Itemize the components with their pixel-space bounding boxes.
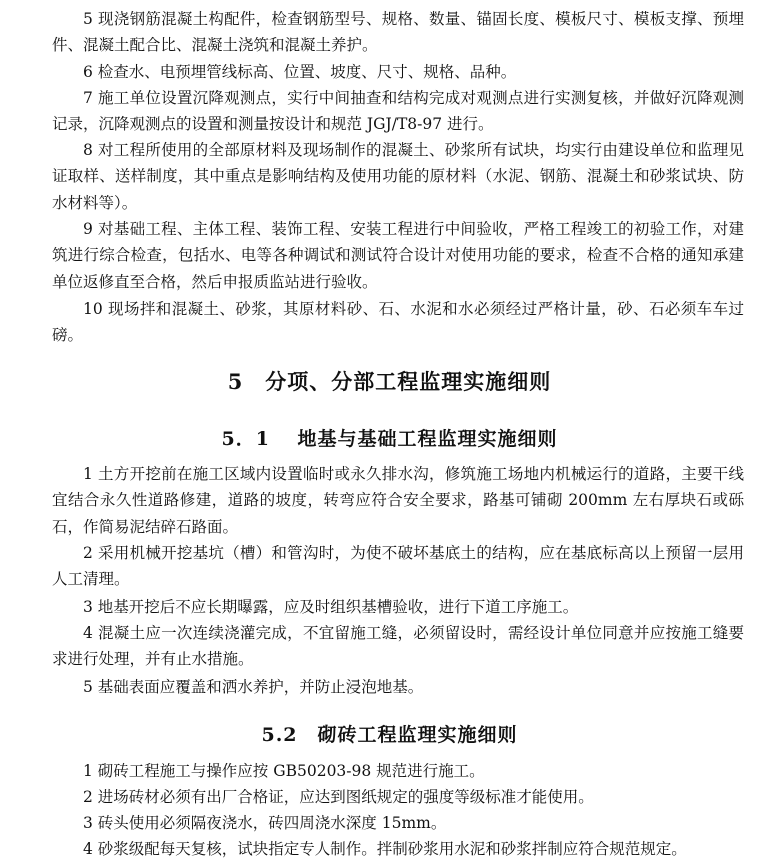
paragraph-5-2-item-4: 4 砂浆级配每天复核，试块指定专人制作。拌制砂浆用水泥和砂浆拌制应符合规范规定。 xyxy=(83,840,687,858)
paragraph-5-2-item-3: 3 砖头使用必须隔夜浇水，砖四周浇水深度 15mm。 xyxy=(83,814,447,832)
paragraph-5-1-item-1: 1 土方开挖前在施工区域内设置临时或永久排水沟，修筑施工场地内机械运行的道路，主要干线宜结合永久性道路修建，道路的坡度，转弯应符合安全要求，路基可铺砌 200mm 左右厚块石或砾石，作简易泥结碎石路面。 xyxy=(52,465,744,536)
paragraph-5-1-item-5: 5 基础表面应覆盖和洒水养护，并防止浸泡地基。 xyxy=(83,678,424,696)
paragraph-item-9: 9 对基础工程、主体工程、装饰工程、安装工程进行中间验收，严格工程竣工的初验工作，对建筑进行综合检查，包括水、电等各种调试和测试符合设计对使用功能的要求，检查不合格的通知承建单位返修直至合格，然后申报质监站进行验收。 xyxy=(52,220,744,291)
chapter-title: 5 分项、分部工程监理实施细则 xyxy=(227,369,552,394)
paragraph-item-5: 5 现浇钢筋混凝土构配件，检查钢筋型号、规格、数量、锚固长度、模板尺寸、模板支撑、预埋件、混凝土配合比、混凝土浇筑和混凝土养护。 xyxy=(52,10,744,55)
paragraph-5-2-item-1: 1 砌砖工程施工与操作应按 GB50203-98 规范进行施工。 xyxy=(83,762,485,780)
section-title-5-1: 5．1 地基与基础工程监理实施细则 xyxy=(221,428,558,450)
paragraph-item-10: 10 现场拌和混凝土、砂浆，其原材料砂、石、水泥和水必须经过严格计量，砂、石必须车车过磅。 xyxy=(52,300,744,345)
paragraph-5-1-item-3: 3 地基开挖后不应长期曝露，应及时组织基槽验收，进行下道工序施工。 xyxy=(83,598,579,616)
paragraph-item-7: 7 施工单位设置沉降观测点，实行中间抽查和结构完成对观测点进行实测复核，并做好沉降观测记录，沉降观测点的设置和测量按设计和规范 JGJ/T8-97 进行。 xyxy=(52,89,744,134)
paragraph-5-1-item-2: 2 采用机械开挖基坑（槽）和管沟时，为使不破坏基底土的结构，应在基底标高以上预留一层用人工清理。 xyxy=(52,544,744,589)
paragraph-item-6: 6 检查水、电预埋管线标高、位置、坡度、尺寸、规格、品种。 xyxy=(83,63,517,81)
paragraph-5-1-item-4: 4 混凝土应一次连续浇灌完成，不宜留施工缝，必须留设时，需经设计单位同意并应按施工缝要求进行处理，并有止水措施。 xyxy=(52,624,744,669)
paragraph-item-8: 8 对工程所使用的全部原材料及现场制作的混凝土、砂浆所有试块，均实行由建设单位和监理见证取样、送样制度，其中重点是影响结构及使用功能的原材料（水泥、钢筋、混凝土和砂浆试块、防水材料等）。 xyxy=(52,141,744,212)
section-title-5-2: 5.2 砌砖工程监理实施细则 xyxy=(261,724,518,746)
paragraph-5-2-item-2: 2 进场砖材必须有出厂合格证，应达到图纸规定的强度等级标准才能使用。 xyxy=(83,788,594,806)
